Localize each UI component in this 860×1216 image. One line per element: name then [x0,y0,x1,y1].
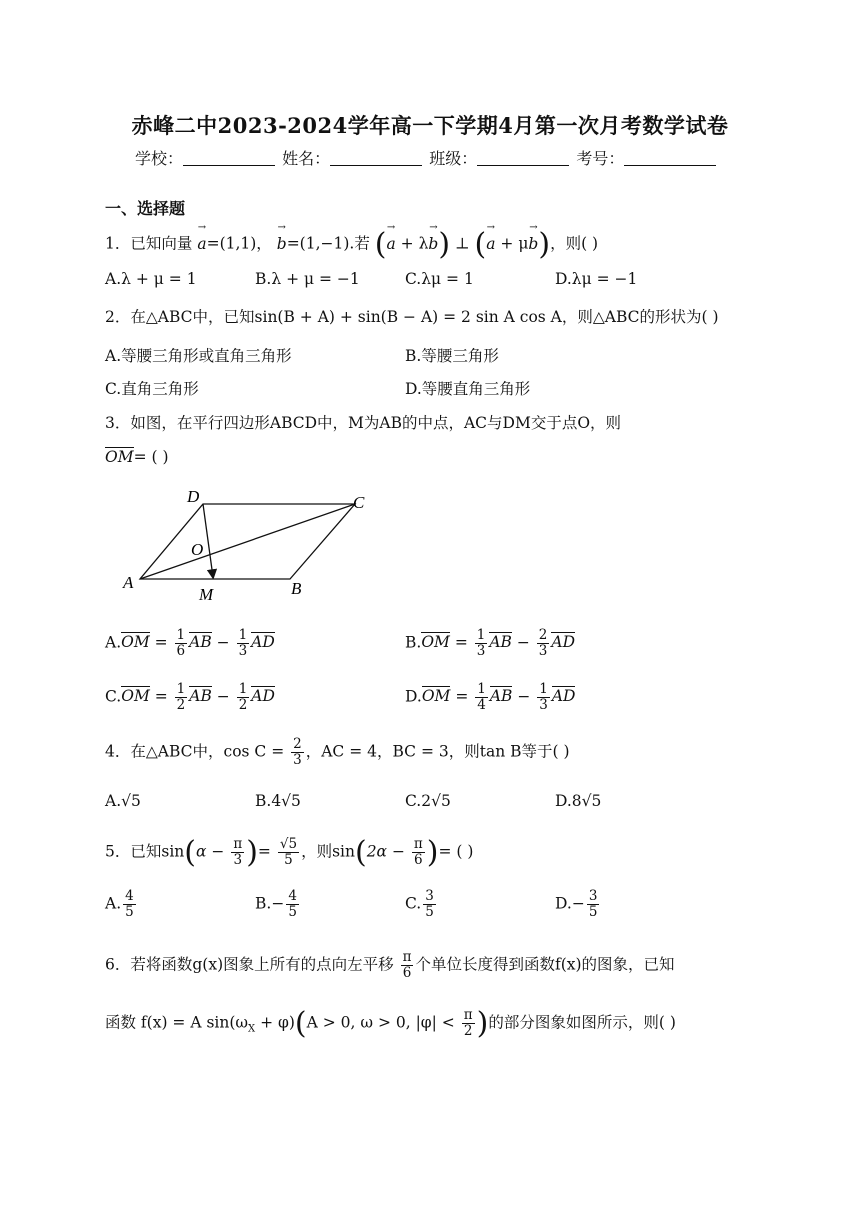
name-label: 姓名： [282,149,331,168]
q4-option-d[interactable]: D.8√5 [555,792,602,810]
question-5-stem: 5．已知sin(α − $\frac{\pi}{3}$ )= $\frac{√5}{5}$ ，则sin(2α − $\frac{\pi}{6}$ )= ( ) [105,835,474,870]
q2-option-c[interactable]: C.直角三角形 [105,380,199,398]
q2-option-a[interactable]: A.等腰三角形或直角三角形 [105,347,292,365]
q3-option-d[interactable]: D.OM = $\frac{1}{4}$ AB − $\frac{1}{3}$ AD [405,681,576,713]
exam-number-label: 考号： [576,149,625,168]
label-C: C [353,493,365,512]
label-B: B [291,579,302,598]
q2-option-d[interactable]: D.等腰直角三角形 [405,380,531,398]
student-info-line [135,146,718,169]
q1-option-b[interactable]: B.λ + μ = −1 [255,270,360,288]
class-label: 班级： [429,149,478,168]
school-label: 学校： [135,149,184,168]
question-6-stem-2: 函数 f(x) = A $\sin(\omega_X + \varphi)(A > 0$, ω > 0, |φ| < $\frac{\pi}{2}$ )的部分图象如图所示，则( ) [105,1006,676,1041]
school-blank[interactable] [183,165,275,166]
q1-option-c[interactable]: C.λμ = 1 [405,270,474,288]
question-3-stem-2: OM= ( ) [105,448,169,466]
name-blank[interactable] [330,165,422,166]
question-6-stem: 6．若将函数g(x)图象上所有的点向左平移 $\frac{\pi}{6}$ 个单位长度得到函数f(x)的图象，已知 [105,949,675,981]
q5-option-d[interactable]: D.− $\frac{3}{5}$ [555,888,598,920]
label-O: O [191,540,204,559]
q4-option-c[interactable]: C.2√5 [405,792,451,810]
class-blank[interactable] [477,165,569,166]
question-4-stem: 4．在△ABC中，cos C = $\frac{2}{3}$ ，AC = 4，BC = 3，则tan B等于( ) [105,736,570,768]
parallelogram-figure [115,482,385,607]
q5-option-c[interactable]: C. $\frac{3}{5}$ [405,888,434,920]
q3-option-c[interactable]: C.OM = $\frac{1}{2}$ AB − $\frac{1}{2}$ AD [105,681,275,713]
section-heading: 一、选择题 [105,199,186,218]
q4-option-b[interactable]: B.4√5 [255,792,301,810]
label-A: A [123,573,134,592]
q5-option-a[interactable]: A. $\frac{4}{5}$ [105,888,134,920]
q2-option-b[interactable]: B.等腰三角形 [405,347,499,365]
question-1-stem: 1．已知向量 a →=(1,1)， b →=(1,−1).若 (a → + λb →) ⊥ (a → + μb →)，则( ) [105,227,598,262]
q1-option-d[interactable]: D.λμ = −1 [555,270,638,288]
q1-option-a[interactable]: A.λ + μ = 1 [105,270,197,288]
q5-option-b[interactable]: B.− $\frac{4}{5}$ [255,888,297,920]
q3-option-a[interactable]: A.OM = $\frac{1}{6}$ AB − $\frac{1}{3}$ AD [105,627,275,659]
label-M: M [199,585,214,604]
question-2-stem: 2．在△ABC中，已知sin(B + A) + sin(B − A) = 2 sin A cos A，则△ABC的形状为( ) [105,308,719,326]
label-D: D [187,487,200,506]
exam-number-blank[interactable] [624,165,716,166]
exam-title: 赤峰二中2023-2024学年高一下学期4月第一次月考数学试卷 [131,113,729,138]
q3-option-b[interactable]: B.OM = $\frac{1}{3}$ AB − $\frac{2}{3}$ AD [405,627,575,659]
q4-option-a[interactable]: A.√5 [105,792,141,810]
question-3-stem: 3．如图，在平行四边形ABCD中，M为AB的中点，AC与DM交于点O，则 [105,414,622,432]
